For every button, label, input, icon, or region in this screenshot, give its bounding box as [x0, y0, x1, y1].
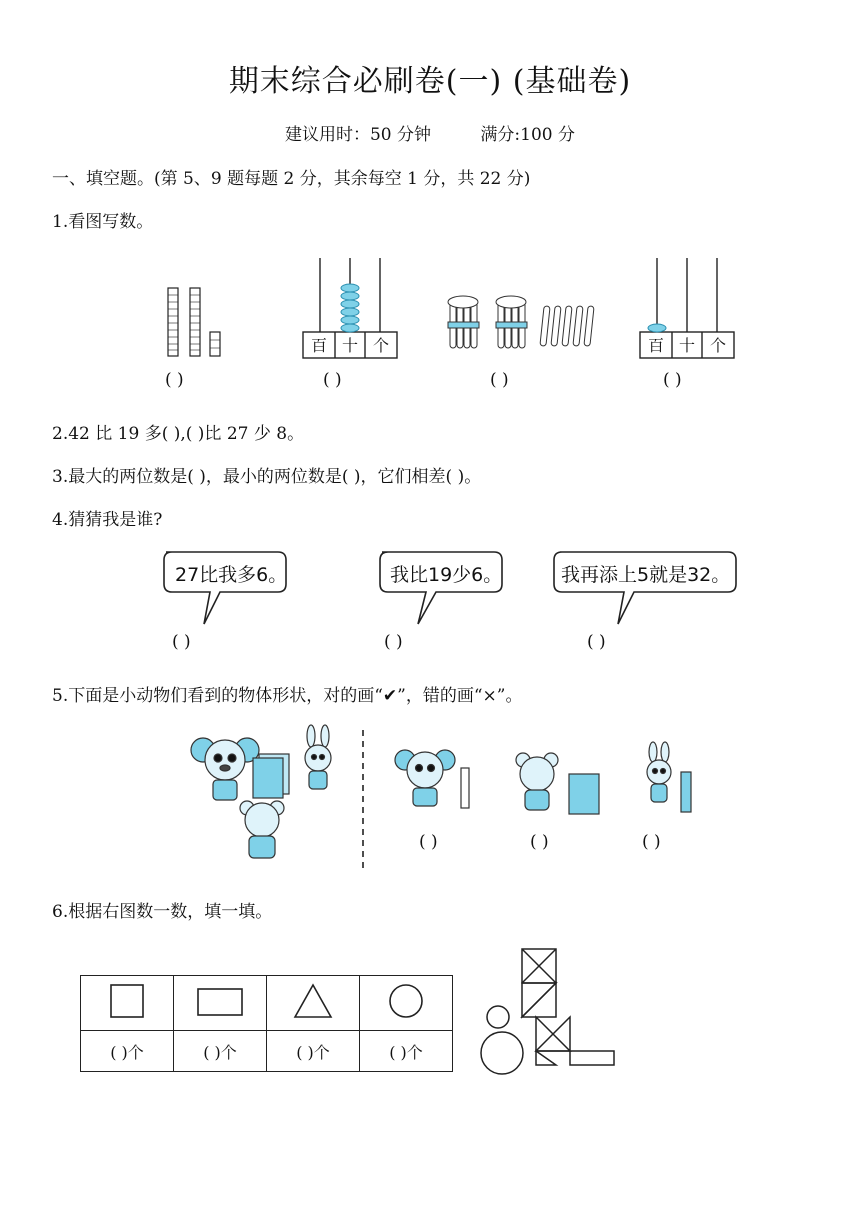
- q4-answer-1[interactable]: ( ): [172, 632, 191, 652]
- abacus-2-label-hundreds: 百: [647, 336, 665, 355]
- q5-answer-1[interactable]: ( ): [419, 832, 438, 852]
- option-koala-view: [395, 750, 469, 808]
- square-icon: [107, 981, 147, 1021]
- q5-figure: [185, 722, 705, 872]
- shape-count-table: [80, 975, 453, 1072]
- circle-icon: [386, 981, 426, 1021]
- q1-answer-2[interactable]: ( ): [323, 370, 342, 390]
- bubble-1-text: 27比我多6。: [175, 564, 288, 586]
- count-rectangle[interactable]: ( )个: [174, 1031, 267, 1072]
- section-heading: 一、填空题。(第 5、9 题每题 2 分，其余每空 1 分，共 22 分): [52, 169, 531, 189]
- book-icon: [253, 754, 289, 798]
- tens-rods-figure: [168, 288, 220, 356]
- count-square[interactable]: ( )个: [81, 1031, 174, 1072]
- q1-answer-1[interactable]: ( ): [165, 370, 184, 390]
- question-5: 5.下面是小动物们看到的物体形状，对的画“✔”，错的画“×”。: [52, 686, 523, 706]
- question-2: 2.42 比 19 多( ),( )比 27 少 8。: [52, 424, 305, 444]
- cat-shapes-figure: [476, 945, 626, 1075]
- q1-answer-3[interactable]: ( ): [490, 370, 509, 390]
- question-1: 1.看图写数。: [52, 212, 154, 232]
- count-triangle[interactable]: ( )个: [267, 1031, 360, 1072]
- question-6: 6.根据右图数一数，填一填。: [52, 902, 273, 922]
- q4-answer-2[interactable]: ( ): [384, 632, 403, 652]
- q5-answer-3[interactable]: ( ): [642, 832, 661, 852]
- abacus-1-label-hundreds: 百: [310, 336, 328, 355]
- bubble-2-text: 我比19少6。: [390, 564, 503, 586]
- option-bear-view: [516, 753, 599, 814]
- bear-back-icon: [240, 801, 284, 858]
- score-info: 满分:100 分: [480, 125, 576, 145]
- rectangle-icon: [194, 981, 246, 1021]
- q4-answer-3[interactable]: ( ): [587, 632, 606, 652]
- option-rabbit-view: [647, 742, 691, 812]
- count-circle[interactable]: ( )个: [360, 1031, 453, 1072]
- question-4: 4.猜猜我是谁?: [52, 510, 163, 530]
- stick-bundles-figure: [448, 296, 594, 348]
- time-info: 建议用时：50 分钟: [284, 125, 432, 145]
- triangle-icon: [291, 981, 335, 1021]
- q1-figures: [160, 250, 760, 370]
- abacus-2-label-tens: 十: [678, 336, 696, 355]
- rabbit-icon: [305, 725, 331, 789]
- bubble-3-text: 我再添上5就是32。: [561, 564, 731, 586]
- q5-answer-2[interactable]: ( ): [530, 832, 549, 852]
- exam-meta: [0, 120, 860, 145]
- abacus-2-label-ones: 个: [709, 336, 727, 355]
- page-title: 期末综合必刷卷(一) (基础卷): [228, 64, 632, 99]
- abacus-1-label-ones: 个: [372, 336, 390, 355]
- question-3: 3.最大的两位数是( )，最小的两位数是( )，它们相差( )。: [52, 467, 482, 487]
- q1-answer-4[interactable]: ( ): [663, 370, 682, 390]
- koala-icon: [191, 738, 259, 800]
- abacus-1-label-tens: 十: [341, 336, 359, 355]
